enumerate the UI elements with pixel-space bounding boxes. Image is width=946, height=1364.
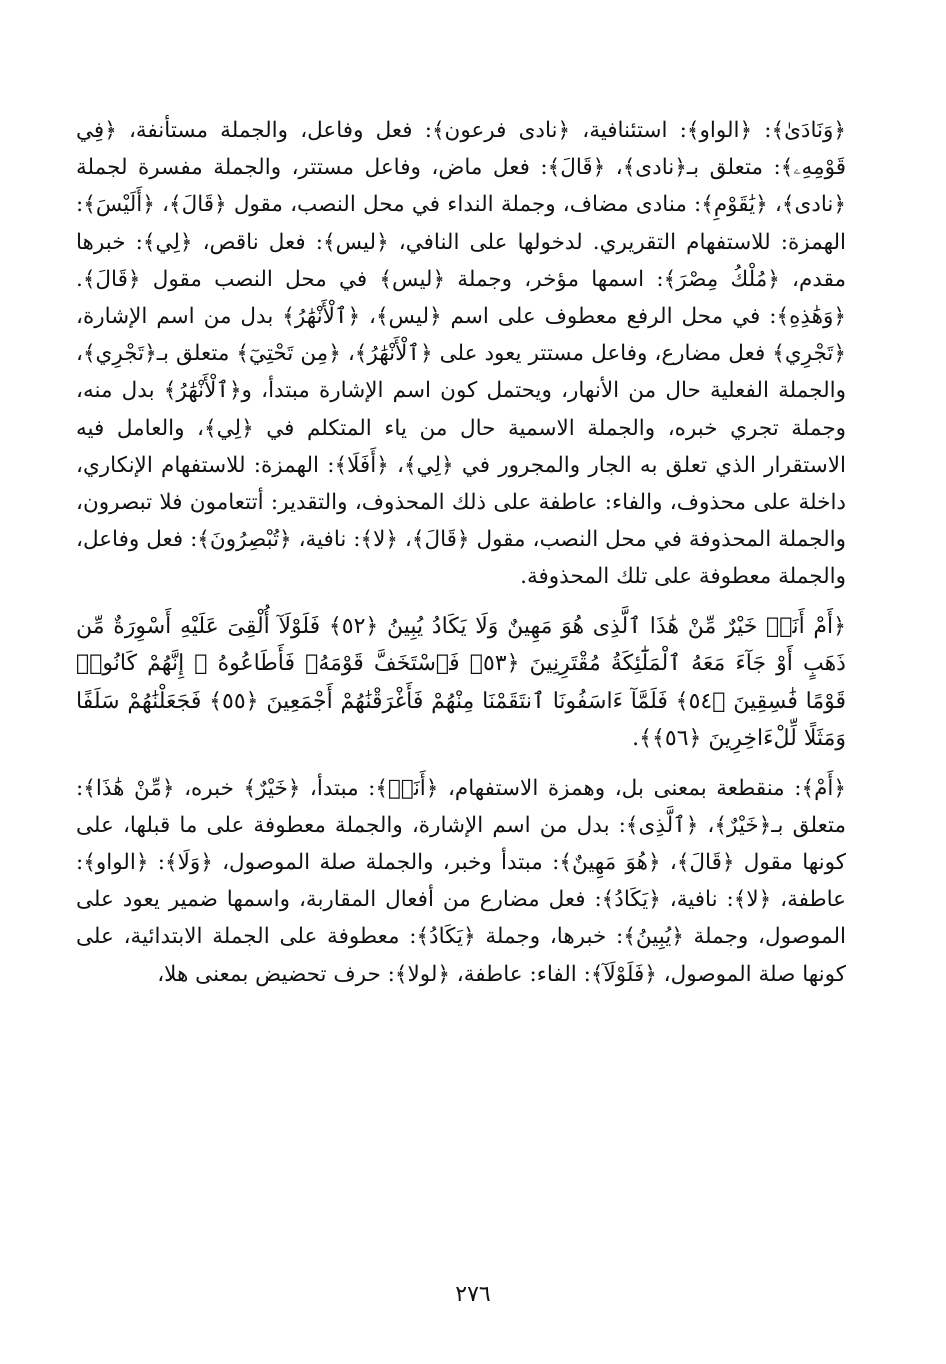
- grammar-paragraph-2: ﴿أَمْ﴾: منقطعة بمعنى بل، وهمزة الاستفهام، ﴿أَنَا۠﴾: مبتدأ، ﴿خَيْرٌ﴾ خبره، ﴿مِّنْ هَٰذَا﴾: متعلق بـ﴿خَيْرٌ﴾، ﴿ٱلَّذِى﴾: بدل من اسم الإشارة، والجملة معطوفة على ما قبلها، على كونها مقول ﴿قَالَ﴾، ﴿هُوَ مَهِينٌ﴾: مبتدأ وخبر، والجملة صلة الموصول، ﴿وَلَا﴾: ﴿الواو﴾: عاطفة، ﴿لا﴾: نافية، ﴿يَكَادُ﴾: فعل مضارع من أفعال المقاربة، واسمها ضمير يعود على الموصول، وجملة ﴿يُبِينُ﴾: خبرها، وجملة ﴿يَكَادُ﴾: معطوفة على الجملة الابتدائية، على كونها صلة الموصول، ﴿فَلَوْلَآ﴾: الفاء: عاطفة، ﴿لولا﴾: حرف تحضيض بمعنى هلا،: [76, 775, 846, 987]
- grammar-paragraph-1: ﴿وَنَادَىٰ﴾: ﴿الواو﴾: استئنافية، ﴿نادى فرعون﴾: فعل وفاعل، والجملة مستأنفة، ﴿فِي قَوْمِهِۦ﴾: متعلق بـ﴿نادى﴾، ﴿قَالَ﴾: فعل ماض، وفاعل مستتر، والجملة مفسرة لجملة ﴿نادى﴾، ﴿يَٰقَوْمِ﴾: منادى مضاف، وجملة النداء في محل النصب، مقول ﴿قَالَ﴾، ﴿أَلَيْسَ﴾: الهمزة: للاستفهام التقريري. لدخولها على النافي، ﴿ليس﴾: فعل ناقص، ﴿لِي﴾: خبرها مقدم، ﴿مُلْكُ مِصْرَ﴾: اسمها مؤخر، وجملة ﴿ليس﴾ في محل النصب مقول ﴿قَالَ﴾. ﴿وَهَٰذِهِ﴾: في محل الرفع معطوف على اسم ﴿ليس﴾، ﴿ٱلْأَنْهَٰرُ﴾ بدل من اسم الإشارة، ﴿تَجْرِي﴾ فعل مضارع، وفاعل مستتر يعود على ﴿ٱلْأَنْهَٰرُ﴾، ﴿مِن تَحْتِيٓ﴾ متعلق بـ﴿تَجْرِي﴾، والجملة الفعلية حال من الأنهار، ويحتمل كون اسم الإشارة مبتدأ، و﴿ٱلْأَنْهَٰرُ﴾ بدل منه، وجملة تجري خبره، والجملة الاسمية حال من ياء المتكلم في ﴿لِي﴾، والعامل فيه الاستقرار الذي تعلق به الجار والمجرور في ﴿لِي﴾، ﴿أَفَلَا﴾: الهمزة: للاستفهام الإنكاري، داخلة على محذوف، والفاء: عاطفة على ذلك المحذوف، والتقدير: أتتعامون فلا تبصرون، والجملة المحذوفة في محل النصب، مقول ﴿قَالَ﴾، ﴿لا﴾: نافية، ﴿تُبْصِرُونَ﴾: فعل وفاعل، والجملة معطوفة على تلك المحذوفة.: [76, 118, 846, 590]
- quran-verses: ﴿أَمْ أَنَا۠ خَيْرٌ مِّنْ هَٰذَا ٱلَّذِى هُوَ مَهِينٌ وَلَا يَكَادُ يُبِينُ ﴿٥٢﴾ فَلَوْلَآ أُلْقِىَ عَلَيْهِ أَسْوِرَةٌ مِّن ذَهَبٍ أَوْ جَآءَ مَعَهُ ٱلْمَلَٰٓئِكَةُ مُقْتَرِنِينَ ﴿٥٣﴾ فَٱسْتَخَفَّ قَوْمَهُۥ فَأَطَاعُوهُ ۚ إِنَّهُمْ كَانُوا۟ قَوْمًا فَٰسِقِينَ ﴿٥٤﴾ فَلَمَّآ ءَاسَفُونَا ٱنتَقَمْنَا مِنْهُمْ فَأَغْرَقْنَٰهُمْ أَجْمَعِينَ ﴿٥٥﴾ فَجَعَلْنَٰهُمْ سَلَفًا وَمَثَلًا لِّلْءَاخِرِينَ ﴿٥٦﴾﴾.: [76, 613, 846, 752]
- page-number: ٢٧٦: [455, 1282, 491, 1307]
